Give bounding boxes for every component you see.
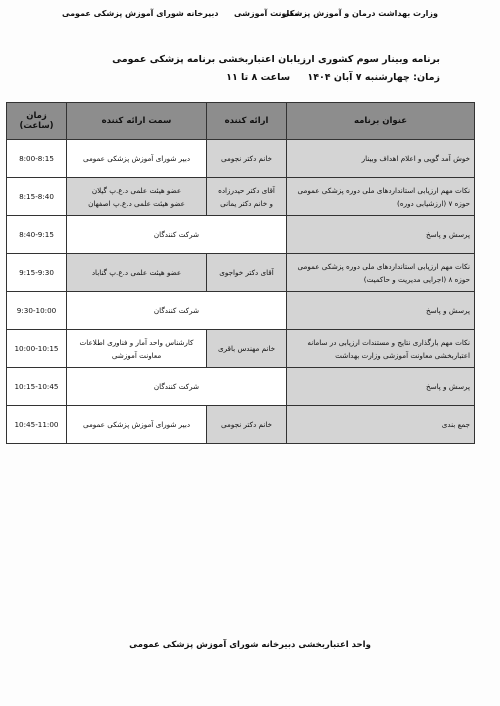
cell-line: حوزه ۷ (ارزشیابی دوره) — [397, 198, 470, 208]
cell-program — [287, 368, 475, 406]
cell-line: اعتباربخشی معاونت آموزشی وزارت بهداشت — [335, 350, 470, 360]
cell-line: معاونت آموزشی — [111, 350, 162, 360]
cell-line: خانم دکتر نجومی — [221, 154, 272, 163]
cell-line: نکات مهم ارزیابی استانداردهای ملی دوره پزشکی عمومی — [297, 185, 470, 195]
header-secretariat: دبیرخانه شورای آموزش پزشکی عمومی — [62, 9, 219, 18]
cell-program — [287, 178, 475, 216]
header-time: زمان (ساعت) — [7, 103, 67, 140]
header-ministry: وزارت بهداشت درمان و آموزش پزشکی — [281, 9, 438, 18]
cell-line: عضو هیئت علمی د.ع.پ اصفهان — [88, 198, 185, 208]
table-row — [7, 406, 475, 444]
cell-presenter — [207, 254, 287, 292]
cell-time: 8:15-8:40 — [7, 178, 67, 216]
header-deputy: معاونت آموزشی — [234, 9, 299, 18]
cell-line: عضو هیئت علمی د.ع.پ گناباد — [91, 268, 182, 277]
cell-position — [67, 254, 207, 292]
cell-presenter — [207, 406, 287, 444]
cell-time: 9:15-9:30 — [7, 254, 67, 292]
table-row — [7, 292, 475, 330]
cell-program — [287, 140, 475, 178]
cell-presenter — [207, 178, 287, 216]
cell-line: خوش آمد گویی و اعلام اهداف وبینار — [361, 154, 470, 163]
schedule-date: زمان: چهارشنبه ۷ آبان ۱۴۰۴ — [307, 72, 440, 83]
cell-position — [67, 406, 207, 444]
cell-presenter — [207, 140, 287, 178]
cell-position — [67, 140, 207, 178]
table-row — [7, 368, 475, 406]
cell-line: خانم مهندس باقری — [217, 344, 276, 353]
cell-program — [287, 330, 475, 368]
cell-program — [287, 254, 475, 292]
cell-line: پرسش و پاسخ — [425, 230, 470, 239]
cell-line: و خانم دکتر یمانی — [220, 198, 273, 208]
document-title: برنامه وبینار سوم کشوری ارزیابان اعتباربخشی برنامه پزشکی عمومی — [112, 54, 440, 65]
cell-time: 10:45-11:00 — [7, 406, 67, 444]
schedule-time — [212, 72, 440, 83]
cell-line: حوزه ۸ (اجرایی مدیریت و حاکمیت) — [363, 274, 470, 284]
cell-participants: شرکت کنندگان — [67, 216, 287, 254]
cell-line: عضو هیئت علمی د.ع.پ گیلان — [91, 185, 182, 195]
cell-time: 10:15-10:45 — [7, 368, 67, 406]
cell-position — [67, 178, 207, 216]
cell-line: آقای دکتر خواجوی — [219, 268, 274, 277]
cell-line: آقای دکتر حیدرزاده — [218, 185, 275, 195]
cell-position — [67, 330, 207, 368]
cell-program — [287, 292, 475, 330]
table-row — [7, 216, 475, 254]
table-body — [7, 140, 475, 444]
table-header-row — [7, 103, 475, 140]
cell-line: نکات مهم ارزیابی استانداردهای ملی دوره پزشکی عمومی — [297, 261, 470, 271]
cell-line: دبیر شورای آموزش پزشکی عمومی — [82, 420, 191, 429]
cell-presenter — [207, 330, 287, 368]
table-row — [7, 178, 475, 216]
cell-line: دبیر شورای آموزش پزشکی عمومی — [82, 154, 191, 163]
cell-program — [287, 216, 475, 254]
header-presenter: ارائه کننده — [207, 103, 287, 140]
table-row — [7, 140, 475, 178]
schedule-table — [6, 102, 475, 444]
cell-participants: شرکت کنندگان — [67, 292, 287, 330]
footer-unit: واحد اعتباربخشی دبیرخانه شورای آموزش پزشکی عمومی — [129, 640, 371, 650]
cell-time: 8:00-8:15 — [7, 140, 67, 178]
cell-time: 8:40-9:15 — [7, 216, 67, 254]
table-row — [7, 254, 475, 292]
table-row — [7, 330, 475, 368]
cell-line: کارشناس واحد آمار و فناوری اطلاعات — [79, 337, 194, 347]
cell-line: خانم دکتر نجومی — [221, 420, 272, 429]
schedule-hours: ساعت ۸ تا ۱۱ — [226, 72, 291, 83]
cell-line: جمع بندی — [441, 420, 470, 429]
cell-program — [287, 406, 475, 444]
cell-time: 9:30-10:00 — [7, 292, 67, 330]
cell-participants: شرکت کنندگان — [67, 368, 287, 406]
cell-time: 10:00-10:15 — [7, 330, 67, 368]
header-program: عنوان برنامه — [287, 103, 475, 140]
cell-line: پرسش و پاسخ — [425, 306, 470, 315]
cell-line: نکات مهم بارگذاری نتایج و مستندات ارزیابی در سامانه — [307, 337, 470, 347]
header-position: سمت ارائه کننده — [67, 103, 207, 140]
cell-line: پرسش و پاسخ — [425, 382, 470, 391]
